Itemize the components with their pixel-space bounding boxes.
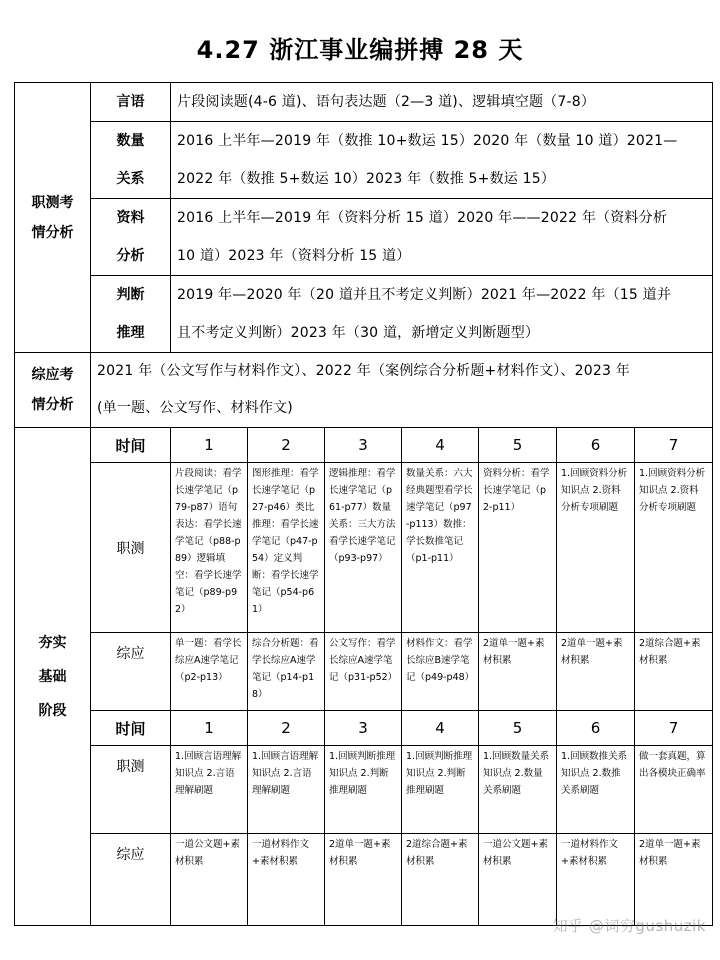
zhice-analysis-label: 职测考 情分析 [15, 83, 91, 353]
week1-zongying-cell: 2道单一题+素材积累 [557, 633, 635, 711]
day-3: 3 [325, 428, 402, 463]
week1-zhice-cell: 数量关系：六大经典题型看学长速学笔记（p97-p113）数推：学长数推笔记（p1-p11） [402, 463, 479, 633]
shuliang-text-1: 2016 上半年—2019 年（数推 10+数运 15）2020 年（数量 10 道）2021— [171, 122, 713, 161]
week1-zongying-cell: 综合分析题：看学长综应A速学笔记（p14-p18） [248, 633, 325, 711]
day-2: 2 [248, 711, 325, 746]
week2-zhice-cell: 1.回顾数推关系知识点 2.数推关系刷题 [557, 746, 635, 834]
zongying-row-label: 综应 [91, 633, 171, 711]
week2-zongying-cell: 一道公文题+素材积累 [171, 834, 248, 926]
panduan-text-2: 且不考定义判断）2023 年（30 道，新增定义判断题型） [171, 314, 713, 353]
week1-zhice-cell: 图形推理：看学长速学笔记（p27-p46）类比推理：看学长速学笔记（p47-p54）定义判断：看学长速学笔记（p54-p61） [248, 463, 325, 633]
panduan-text-1: 2019 年—2020 年（20 道并且不考定义判断）2021 年—2022 年（15 道并 [171, 276, 713, 315]
week1-zhice-cell: 片段阅读：看学长速学笔记（p79-p87）语句表达：看学长速学笔记（p88-p89）逻辑填空：看学长速学笔记（p89-p92） [171, 463, 248, 633]
week1-zhice-cell: 资料分析：看学长速学笔记（p2-p11） [479, 463, 557, 633]
week2-zhice-cell: 1.回顾言语理解知识点 2.言语理解刷题 [248, 746, 325, 834]
day-5: 5 [479, 428, 557, 463]
week1-zongying-cell: 单一题：看学长综应A速学笔记（p2-p13） [171, 633, 248, 711]
stage-label: 夯实 基础 阶段 [15, 428, 91, 926]
week1-zongying-cell: 2道综合题+素材积累 [635, 633, 713, 711]
week2-zongying-cell: 一道公文题+素材积累 [479, 834, 557, 926]
page-title: 4.27 浙江事业编拼搏 28 天 [196, 36, 524, 64]
day-4: 4 [402, 428, 479, 463]
week1-zongying-cell: 2道单一题+素材积累 [479, 633, 557, 711]
shuliang-text-2: 2022 年（数推 5+数运 10）2023 年（数推 5+数运 15） [171, 160, 713, 199]
yanyu-text: 片段阅读题(4-6 道)、语句表达题（2—3 道)、逻辑填空题（7-8） [171, 83, 713, 122]
week1-zhice-cell: 逻辑推理：看学长速学笔记（p61-p77）数量关系：三大方法看学长速学笔记（p93-p97） [325, 463, 402, 633]
week2-zhice-cell: 1.回顾言语理解知识点 2.言语理解刷题 [171, 746, 248, 834]
ziliao-label: 资料 分析 [91, 199, 171, 276]
day-2: 2 [248, 428, 325, 463]
week2-zongying-cell: 一道材料作文+素材积累 [557, 834, 635, 926]
zongying-analysis-label: 综应考 情分析 [15, 353, 91, 428]
week2-zongying-cell: 2道单一题+素材积累 [635, 834, 713, 926]
yanyu-label: 言语 [91, 83, 171, 122]
week1-zhice-cell: 1.回顾资料分析知识点 2.资料分析专项刷题 [557, 463, 635, 633]
watermark: 知乎 @词穷gushuzik [552, 917, 706, 935]
week2-zhice-cell: 1.回顾判断推理知识点 2.判断推理刷题 [325, 746, 402, 834]
week2-zongying-cell: 2道单一题+素材积累 [325, 834, 402, 926]
week2-zhice-cell: 1.回顾数量关系知识点 2.数量关系刷题 [479, 746, 557, 834]
week1-zhice-cell: 1.回顾资料分析知识点 2.资料分析专项刷题 [635, 463, 713, 633]
zongying-text-1: 2021 年（公文写作与材料作文）、2022 年（案例综合分析题+材料作文）、2023 年 [91, 353, 713, 391]
panduan-label: 判断 推理 [91, 276, 171, 353]
zongying-text-2: (单一题、公文写作、材料作文) [91, 390, 713, 428]
study-plan-table [14, 82, 713, 926]
zongying-row-label: 综应 [91, 834, 171, 926]
week2-zhice-cell: 1.回顾判断推理知识点 2.判断推理刷题 [402, 746, 479, 834]
day-7: 7 [635, 711, 713, 746]
day-7: 7 [635, 428, 713, 463]
day-5: 5 [479, 711, 557, 746]
week2-zongying-cell: 一道材料作文+素材积累 [248, 834, 325, 926]
week2-zongying-cell: 2道综合题+素材积累 [402, 834, 479, 926]
week1-zongying-cell: 材料作文：看学长综应B速学笔记（p49-p48） [402, 633, 479, 711]
ziliao-text-1: 2016 上半年—2019 年（资料分析 15 道）2020 年——2022 年（资料分析 [171, 199, 713, 238]
day-6: 6 [557, 711, 635, 746]
time-header: 时间 [91, 711, 171, 746]
ziliao-text-2: 10 道）2023 年（资料分析 15 道） [171, 237, 713, 276]
day-4: 4 [402, 711, 479, 746]
zhice-row-label: 职测 [91, 463, 171, 633]
time-header: 时间 [91, 428, 171, 463]
zhice-row-label: 职测 [91, 746, 171, 834]
day-3: 3 [325, 711, 402, 746]
week2-zhice-cell: 做一套真题，算出各模块正确率 [635, 746, 713, 834]
day-1: 1 [171, 711, 248, 746]
day-6: 6 [557, 428, 635, 463]
shuliang-label: 数量 关系 [91, 122, 171, 199]
day-1: 1 [171, 428, 248, 463]
week1-zongying-cell: 公文写作：看学长综应A速学笔记（p31-p52） [325, 633, 402, 711]
